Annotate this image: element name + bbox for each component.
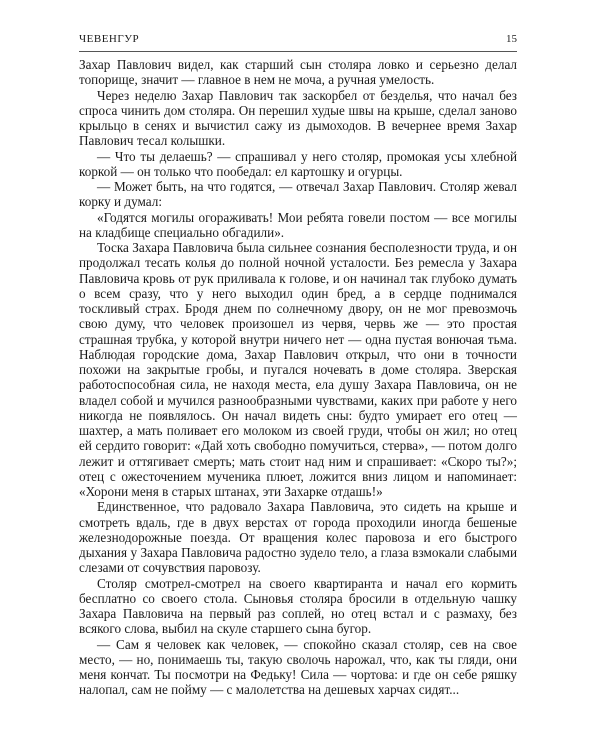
paragraph: — Сам я человек как человек, — спокойно сказал столяр, сев на свое место, — но, понимаешь ты, такую сволочь нарожал, что, как ты гляди, они меня кончат. Ты посмотри на Федьку! Сила — чортова: и где он себе ряшку налопал, сам не пойму — с малолетства на дешевых харчах сидят...: [79, 636, 517, 698]
paragraph: — Что ты делаешь? — спрашивал у него столяр, промокая усы хлебной коркой — он только что пообедал: ел картошку и огурцы.: [79, 148, 517, 179]
paragraph: Единственное, что радовало Захара Павловича, это сидеть на крыше и смотреть вдаль, где в двух верстах от города проходили иногда бешеные железнодорожные поезда. От вращения колес паровоза и его быстрого дыхания у Захара Павловича радостно зудело тело, а глаза взмокали слабыми слезами от сочувствия паровозу.: [79, 499, 517, 576]
paragraph: Тоска Захара Павловича была сильнее сознания бесполезности труда, и он продолжал тесать колья до полной ночной усталости. Без ремесла у Захара Павловича кровь от рук приливала к голове, и он начинал так глубоко думать о всем сразу, что у него выходил один бред, а в сердце поднимался тоскливый страх. Бродя днем по солнечному двору, он не мог превозмочь свою думу, что человек произошел из червя, червь же — это простая страшная трубка, у которой внутри ничего нет — одна пустая вонючая тьма. Наблюдая городские дома, Захар Павлович открыл, что они в точности похожи на закрытые гробы, и пугался ночевать в доме столяра. Зверская работоспособная сила, не находя места, ела душу Захара Павловича, он не владел собой и мучился разнообразными чувствами, каких при работе у него никогда не появлялось. Он начал видеть сны: будто умирает его отец — шахтер, а мать поливает его молоком из своей груди, чтобы он жил; но отец ей сердито говорит: «Дай хоть свободно помучиться, стерва», — потом долго лежит и оттягивает смерть; мать стоит над ним и спрашивает: «Скоро ты?»; отец с ожесточением мученика плюет, ложится вниз лицом и напоминает: «Хорони меня в старых штанах, эти Захарке отдашь!»: [79, 240, 517, 499]
body-text: [79, 57, 517, 698]
paragraph: Захар Павлович видел, как старший сын столяра ловко и серьезно делал топорище, значит — главное в нем не моча, а ручная умелость.: [79, 57, 517, 88]
paragraph: Через неделю Захар Павлович так заскорбел от безделья, что начал без спроса чинить дом столяра. Он перешил худые швы на крыше, сделал заново крыльцо в сенях и вычистил сажу из дымоходов. В вечернее время Захар Павлович тесал колышки.: [79, 87, 517, 149]
paragraph: Столяр смотрел-смотрел на своего квартиранта и начал его кормить бесплатно со своего стола. Сыновья столяра бросили в отдельную чашку Захара Павловича на первый раз соплей, но отец встал и с размаху, без всякого слова, выбил на скуле старшего сына бугор.: [79, 575, 517, 637]
running-title: ЧЕВЕНГУР: [79, 33, 140, 45]
paragraph: — Может быть, на что годятся, — отвечал Захар Павлович. Столяр жевал корку и думал:: [79, 179, 517, 210]
paragraph: «Годятся могилы огораживать! Мои ребята говели постом — все могилы на кладбище специально обгадили».: [79, 209, 517, 240]
page-number: 15: [506, 33, 517, 45]
running-head: [79, 33, 517, 52]
